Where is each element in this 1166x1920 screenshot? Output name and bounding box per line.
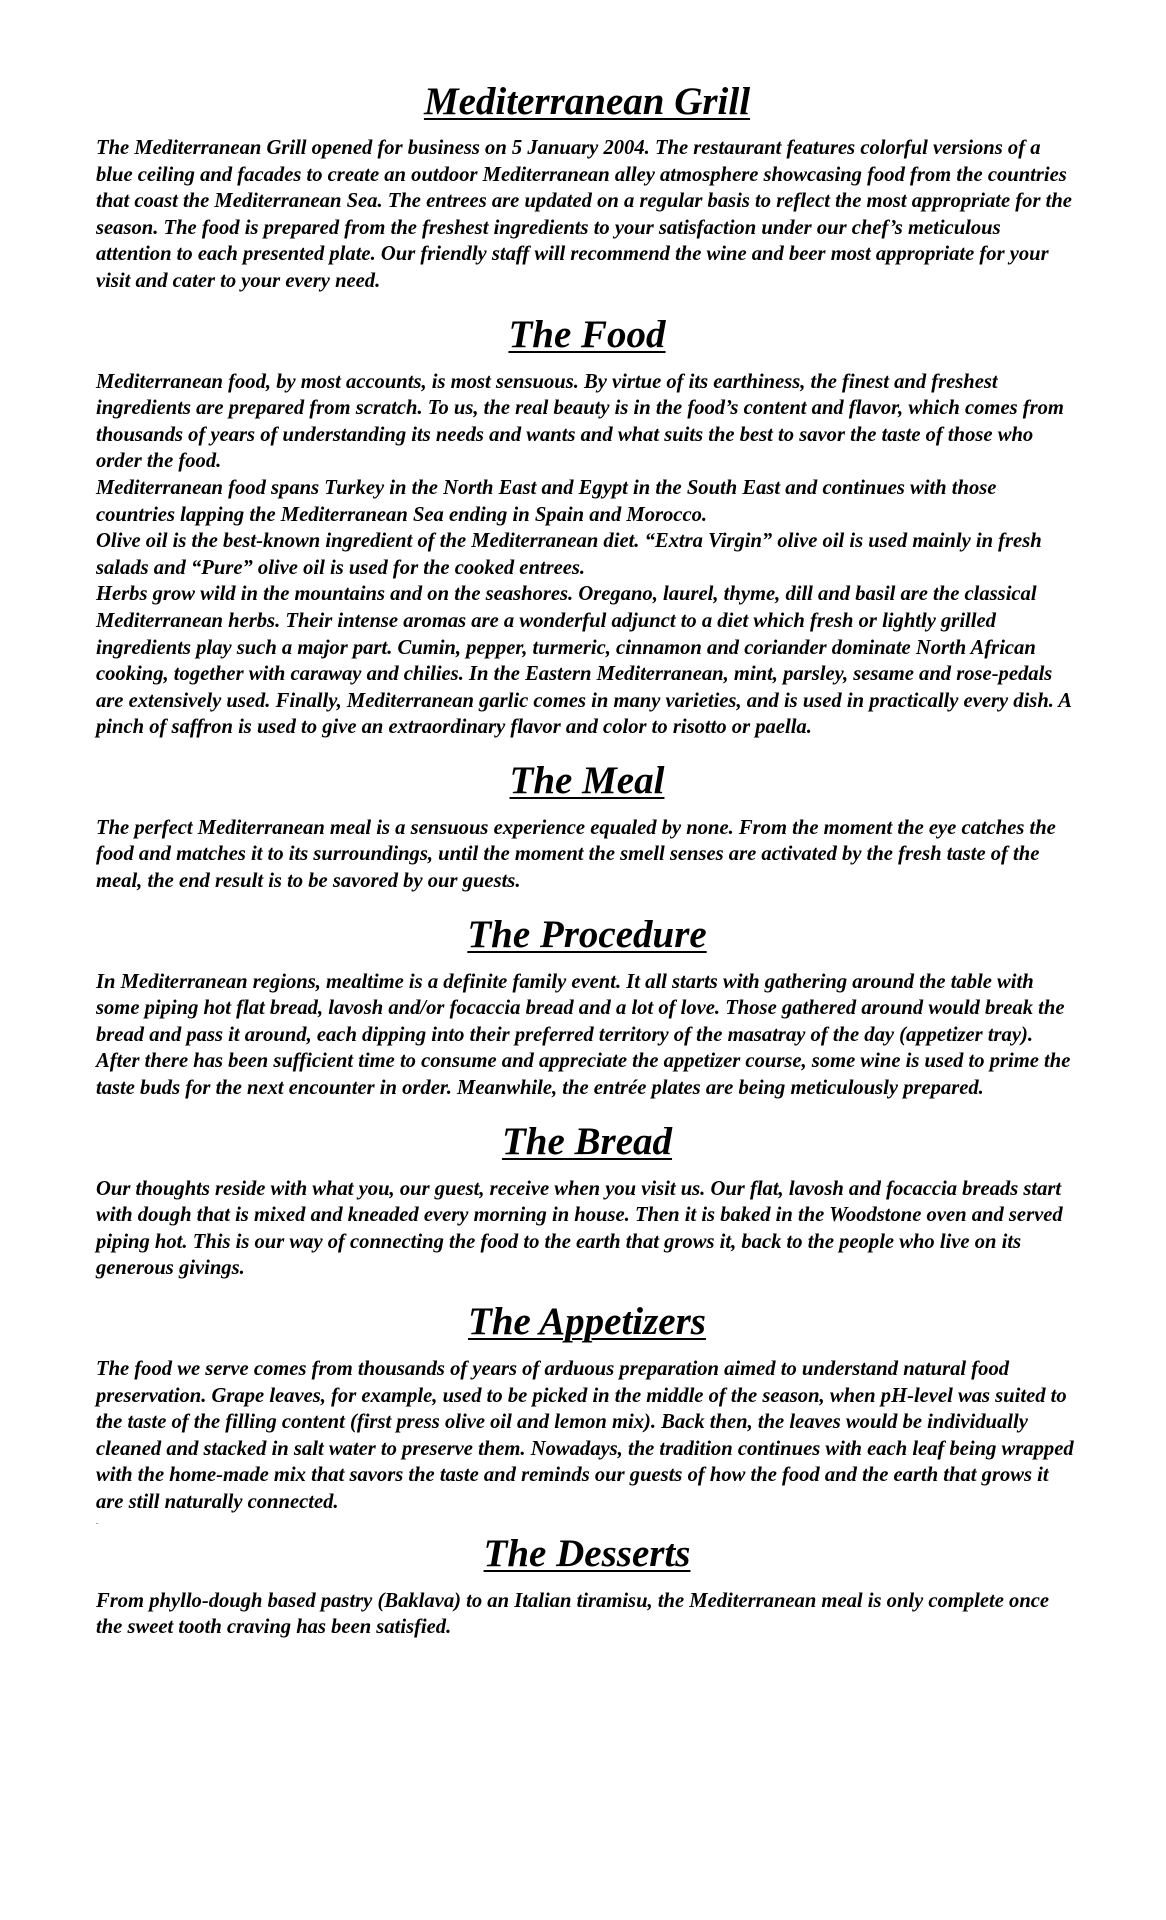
section-heading-meal: The Meal	[509, 758, 665, 802]
procedure-paragraph: In Mediterranean regions, mealtime is a definite family event. It all starts with gathering around the table with some piping hot flat bread, lavosh and/or focaccia bread and a lot of love. Those gathered around would break the bread and pass it around, each dipping into their preferred territory of the masatray of the day (appetizer tray). After there has been sufficient time to consume and appreciate the appetizer course, some wine is used to prime the taste buds for the next encounter in order. Meanwhile, the entrée plates are being meticulously prepared.	[96, 970, 1071, 1100]
section-appetizers	[96, 1296, 1078, 1528]
section-heading-bread: The Bread	[501, 1119, 673, 1163]
section-procedure	[96, 909, 1078, 1102]
document-page	[96, 76, 1078, 1641]
section-meal	[96, 755, 1078, 895]
section-heading-desserts: The Desserts	[483, 1531, 691, 1575]
bread-paragraph: Our thoughts reside with what you, our guest, receive when you visit us. Our flat, lavosh and focaccia breads start with dough that is mixed and kneaded every morning in house. Then it is baked in the Woodstone oven and served piping hot. This is our way of connecting the food to the earth that grows it, back to the people who live on its generous givings.	[96, 1177, 1063, 1280]
intro-paragraph: The Mediterranean Grill opened for business on 5 January 2004. The restaurant features colorful versions of a blue ceiling and facades to create an outdoor Mediterranean alley atmosphere showcasing food from the countries that coast the Mediterranean Sea. The entrees are updated on a regular basis to reflect the most appropriate for the season. The food is prepared from the freshest ingredients to your satisfaction under our chef’s meticulous attention to each presented plate. Our friendly staff will recommend the wine and beer most appropriate for your visit and cater to your every need.	[96, 137, 1072, 292]
section-bread	[96, 1116, 1078, 1282]
food-paragraph-2: Mediterranean food spans Turkey in the North East and Egypt in the South East and continues with those countries lapping the Mediterranean Sea ending in Spain and Morocco.	[96, 476, 997, 526]
appetizers-paragraph: The food we serve comes from thousands of years of arduous preparation aimed to understand natural food preservation. Grape leaves, for example, used to be picked in the middle of the season, when pH-level was suited to the taste of the filling content (first press olive oil and lemon mix). Back then, the leaves would be individually cleaned and stacked in salt water to preserve them. Nowadays, the tradition continues with each leaf being wrapped with the home-made mix that savors the taste and reminds our guests of how the food and the earth that grows it are still naturally connected.	[96, 1358, 1074, 1513]
meal-paragraph: The perfect Mediterranean meal is a sensuous experience equaled by none. From the moment the eye catches the food and matches it to its surroundings, until the moment the smell senses are activated by the fresh taste of the meal, the end result is to be savored by our guests.	[96, 816, 1056, 893]
food-paragraph-4: Herbs grow wild in the mountains and on the seashores. Oregano, laurel, thyme, dill and basil are the classical Mediterranean herbs. Their intense aromas are a wonderful adjunct to a diet which fresh or lightly grilled ingredients play such a major part. Cumin, pepper, turmeric, cinnamon and coriander dominate North African cooking, together with caraway and chilies. In the Eastern Mediterranean, mint, parsley, sesame and rose-pedals are extensively used. Finally, Mediterranean garlic comes in many varieties, and is used in practically every dish. A pinch of saffron is used to give an extraordinary flavor and color to risotto or paella.	[96, 583, 1071, 739]
section-heading-appetizers: The Appetizers	[468, 1300, 706, 1343]
section-heading-procedure: The Procedure	[467, 912, 707, 956]
food-paragraph-3: Olive oil is the best-known ingredient of the Mediterranean diet. “Extra Virgin” olive oil is used mainly in fresh salads and “Pure” olive oil is used for the cooked entrees.	[96, 530, 1042, 579]
document-title: Mediterranean Grill	[423, 80, 751, 123]
desserts-paragraph: From phyllo-dough based pastry (Baklava) to an Italian tiramisu, the Mediterranean meal is only complete once the sweet tooth craving has been satisfied.	[96, 1589, 1050, 1639]
food-paragraph-1: Mediterranean food, by most accounts, is most sensuous. By virtue of its earthiness, the finest and freshest ingredients are prepared from scratch. To us, the real beauty is in the food’s content and flavor, which comes from thousands of years of understanding its needs and wants and what suits the best to savor the taste of those who order the food.	[96, 370, 1064, 473]
section-desserts	[96, 1528, 1078, 1641]
section-heading-food: The Food	[508, 312, 666, 356]
section-food	[96, 309, 1078, 741]
stray-period-mark: .	[96, 1516, 98, 1526]
